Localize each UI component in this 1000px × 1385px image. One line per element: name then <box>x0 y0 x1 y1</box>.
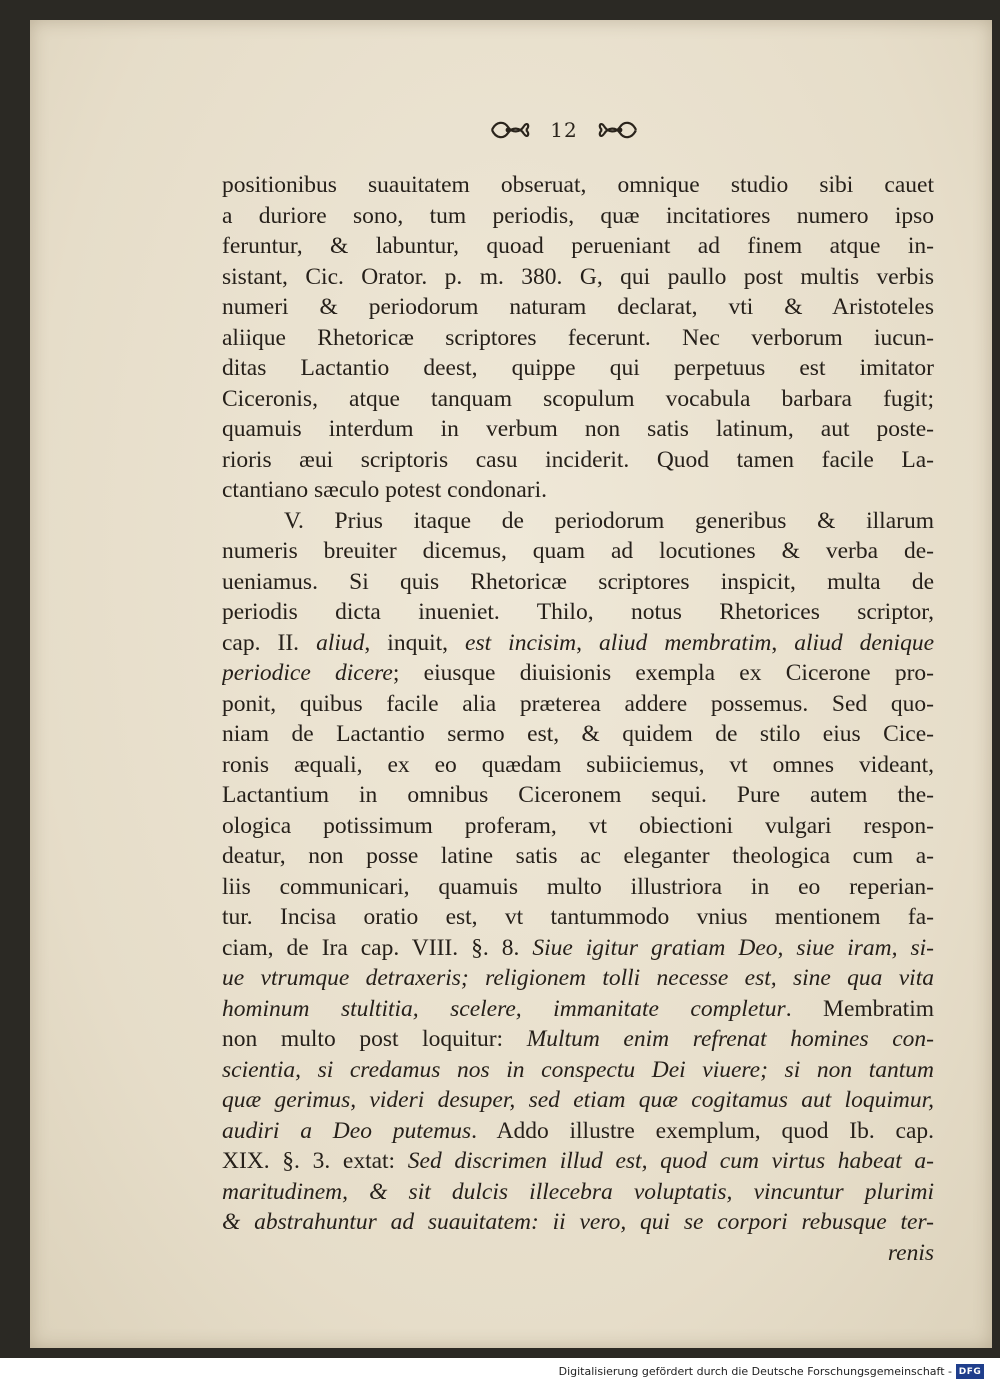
text-run: XIX. §. 3. extat: <box>222 1148 408 1174</box>
text-run: deatur, non posse latine satis ac eleganter theologica cum a- <box>222 843 934 869</box>
italic-text: hominum stultitia, scelere, immanitate completur <box>222 995 786 1022</box>
text-line <box>222 1116 934 1147</box>
text-run: periodis dicta inueniet. Thilo, notus Rhetorices scriptor, <box>222 599 934 625</box>
italic-text: quæ gerimus, videri desuper, sed etiam quæ cogitamus aut loquimur, <box>222 1087 934 1113</box>
text-run: ponit, quibus facile alia præterea addere possemus. Sed quo- <box>222 690 934 717</box>
text-line <box>222 201 934 232</box>
text-line <box>222 384 934 415</box>
text-run: sistant, Cic. Orator. p. m. 380. G, qui paullo post multis verbis <box>222 263 934 290</box>
right-ornament-icon <box>596 117 640 143</box>
text-line <box>222 567 934 598</box>
text-run: Lactantium in omnibus Ciceronem sequi. Pure autem the- <box>222 782 934 808</box>
text-line <box>222 658 934 689</box>
text-run: , <box>576 629 599 656</box>
text-line <box>222 811 934 842</box>
page-number: 12 <box>550 118 578 142</box>
text-line <box>222 780 934 811</box>
text-line <box>222 353 934 384</box>
text-line <box>222 1085 934 1116</box>
text-line <box>222 536 934 567</box>
text-run: ueniamus. Si quis Rhetoricæ scriptores inspicit, multa de <box>222 568 934 595</box>
text-run: tur. Incisa oratio est, vt tantummodo vnius mentionem fa- <box>222 904 934 930</box>
text-run: cap. II. <box>222 629 317 656</box>
text-line <box>222 445 934 476</box>
text-line <box>222 1207 934 1238</box>
footer-credit: Digitalisierung gefördert durch die Deutsche Forschungsgemeinschaft - <box>558 1365 952 1378</box>
digitization-footer <box>0 1360 1000 1385</box>
text-line <box>222 1055 934 1086</box>
text-run: liis communicari, quamuis multo illustriora in eo reperian- <box>222 873 934 900</box>
italic-text: Multum enim refrenat homines con- <box>526 1026 934 1052</box>
body-text <box>222 170 934 1268</box>
text-run: ; eiusque diuisionis exempla ex Cicerone pro- <box>392 660 934 686</box>
text-run: ologica potissimum proferam, vt obiectioni vulgari respon- <box>222 812 934 839</box>
text-run: rioris æui scriptoris casu inciderit. Quod tamen facile La- <box>222 446 934 473</box>
text-run: . Addo illustre exemplum, quod Ib. cap. <box>471 1117 934 1144</box>
text-run: ronis æquali, ex eo quædam subiiciemus, vt omnes videant, <box>222 751 934 778</box>
italic-text: aliud denique <box>794 629 934 656</box>
text-run: ditas Lactantio deest, quippe qui perpetuus est imitator <box>222 355 934 381</box>
text-line <box>222 292 934 323</box>
text-line <box>222 963 934 994</box>
text-run: non multo post loquitur: <box>222 1026 527 1052</box>
text-line <box>222 1177 934 1208</box>
italic-text: periodice dicere <box>222 660 393 686</box>
text-line <box>222 994 934 1025</box>
italic-text: aliud <box>316 629 365 656</box>
italic-text: scientia, si credamus nos in conspectu Dei viuere; si non tantum <box>222 1056 934 1083</box>
text-line <box>222 231 934 262</box>
text-line <box>222 414 934 445</box>
text-run: Ciceronis, atque tanquam scopulum vocabula barbara fugit; <box>222 385 934 412</box>
text-line <box>222 597 934 628</box>
text-run: V. Prius itaque de periodorum generibus & illarum <box>284 507 934 534</box>
text-run: feruntur, & labuntur, quoad perueniant ad finem atque in- <box>222 233 934 259</box>
text-run: . Membratim <box>785 995 934 1022</box>
text-line <box>222 1024 934 1055</box>
text-line <box>222 170 934 201</box>
text-line <box>222 841 934 872</box>
text-run: numeri & periodorum naturam declarat, vti & Aristoteles <box>222 294 934 320</box>
text-line <box>222 475 934 506</box>
text-line <box>222 506 934 537</box>
italic-text: Sed discrimen illud est, quod cum virtus habeat a- <box>407 1148 934 1174</box>
italic-text: & abstrahuntur ad suauitatem: ii vero, qui se corpori rebusque ter- <box>222 1209 934 1235</box>
text-run: , <box>771 629 795 656</box>
text-run: , inquit, <box>364 629 466 656</box>
dfg-logo: DFG <box>956 1364 984 1379</box>
text-line <box>222 689 934 720</box>
italic-text: est incisim <box>465 629 577 656</box>
page-header <box>478 112 650 148</box>
text-line <box>222 1238 934 1269</box>
text-line <box>222 719 934 750</box>
text-line <box>222 323 934 354</box>
text-run: ctantiano sæculo potest condonari. <box>222 477 548 503</box>
text-run: positionibus suauitatem obseruat, omnique studio sibi cauet <box>222 172 934 198</box>
text-line <box>222 628 934 659</box>
text-line <box>222 750 934 781</box>
text-line <box>222 872 934 903</box>
text-line <box>222 902 934 933</box>
text-run: aliique Rhetoricæ scriptores fecerunt. Nec verborum iucun- <box>222 324 934 351</box>
italic-text: audiri a Deo putemus <box>222 1117 472 1144</box>
italic-text: Siue igitur gratiam Deo, siue iram, si- <box>532 934 934 961</box>
text-run: quamuis interdum in verbum non satis latinum, aut poste- <box>222 416 934 442</box>
left-ornament-icon <box>488 117 532 143</box>
text-line <box>222 262 934 293</box>
italic-text: maritudinem, & sit dulcis illecebra voluptatis, vincuntur plurimi <box>222 1178 934 1205</box>
italic-text: renis <box>887 1239 934 1266</box>
text-run: ciam, de Ira cap. VIII. §. 8. <box>222 934 533 961</box>
italic-text: aliud membratim <box>598 629 772 656</box>
italic-text: ue vtrumque detraxeris; religionem tolli necesse est, sine qua vita <box>222 965 934 991</box>
text-run: numeris breuiter dicemus, quam ad locutiones & verba de- <box>222 538 934 564</box>
text-line <box>222 933 934 964</box>
text-run: a duriore sono, tum periodis, quæ incitatiores numero ipso <box>222 202 934 229</box>
text-line <box>222 1146 934 1177</box>
text-run: niam de Lactantio sermo est, & quidem de stilo eius Cice- <box>222 721 934 747</box>
